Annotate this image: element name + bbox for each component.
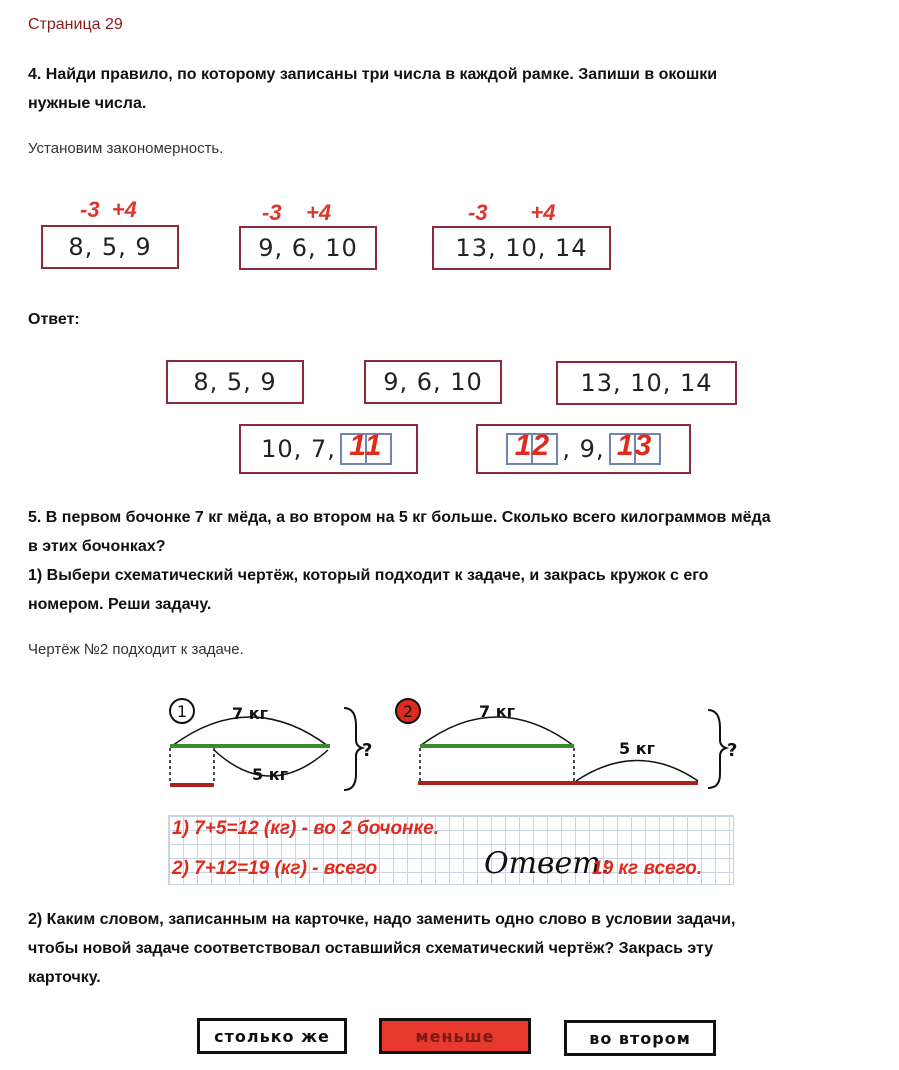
- answer-text: 19 кг всего.: [592, 858, 703, 879]
- diagram2-question: ?: [727, 740, 738, 761]
- example-frame-2: 9, 6, 10: [239, 226, 377, 270]
- solution-line2: 2) 7+12=19 (кг) - всего: [172, 858, 378, 879]
- answer-frame-3: 13, 10, 14: [556, 361, 737, 405]
- q2-line2: чтобы новой задаче соответствовал оставшийся схематический чертёж? Закрась эту: [28, 940, 714, 957]
- diagram1-brace: [344, 708, 362, 790]
- example-frame-3: 13, 10, 14: [432, 226, 611, 270]
- card-vo-vtorom[interactable]: во втором: [564, 1020, 716, 1056]
- diagram2-top-label: 7 кг: [479, 702, 515, 721]
- example-ops-3: -3 +4: [468, 200, 556, 225]
- diagram2-number: 2: [402, 702, 414, 721]
- task5-note: Чертёж №2 подходит к задаче.: [28, 641, 244, 658]
- diagrams: [150, 690, 770, 800]
- q2-line1: 2) Каким словом, записанным на карточке, надо заменить одно слово в условии задачи,: [28, 911, 736, 928]
- solution-line1: 1) 7+5=12 (кг) - во 2 бочонке.: [172, 818, 440, 839]
- frame4-fill: 11: [349, 429, 383, 462]
- task4-text-line1: 4. Найди правило, по которому записаны три числа в каждой рамке. Запиши в окошки: [28, 66, 718, 83]
- frame5-fill-1: 12: [514, 429, 551, 462]
- diagram2-top-arc: [420, 717, 574, 746]
- example-ops-2: -3 +4: [262, 200, 332, 225]
- answer-frame-1: 8, 5, 9: [166, 360, 304, 404]
- diagram2-brace: [708, 710, 726, 788]
- frame4-window: [340, 429, 392, 465]
- frame5-window-2: [609, 429, 661, 465]
- task4-text-line2: нужные числа.: [28, 95, 147, 112]
- frame5-mid: , 9,: [562, 435, 605, 463]
- diagram1-bottom-label: 5 кг: [252, 765, 288, 784]
- card-menshe-selected[interactable]: меньше: [379, 1018, 531, 1054]
- diagram2-right-arc: [576, 761, 698, 782]
- answer-frame-5: [476, 424, 691, 474]
- diagram1-number: 1: [176, 702, 188, 721]
- answer-word: Ответ:: [484, 846, 611, 881]
- q2-line3: карточку.: [28, 969, 101, 986]
- task5-line1: 5. В первом бочонке 7 кг мёда, а во втором на 5 кг больше. Сколько всего килограммов мёда: [28, 509, 771, 526]
- task4-hint: Установим закономерность.: [28, 140, 224, 157]
- example-frame-1: 8, 5, 9: [41, 225, 179, 269]
- answer-label: Ответ:: [28, 311, 80, 328]
- frame4-prefix: 10, 7,: [261, 435, 336, 463]
- example-ops-1: -3 +4: [80, 197, 137, 222]
- answer-frame-4: [239, 424, 418, 474]
- task5-line3: 1) Выбери схематический чертёж, который подходит к задаче, и закрась кружок с его: [28, 567, 709, 584]
- frame5-fill-2: 13: [616, 429, 653, 462]
- diagram-2: [396, 699, 737, 788]
- diagram1-question: ?: [362, 740, 373, 761]
- page-title: Страница 29: [28, 16, 123, 33]
- task5-line2: в этих бочонках?: [28, 538, 166, 555]
- card-stolko-zhe[interactable]: столько же: [197, 1018, 347, 1054]
- diagram1-top-label: 7 кг: [232, 704, 268, 723]
- task5-line4: номером. Реши задачу.: [28, 596, 212, 613]
- frame5-window-1: [506, 429, 558, 465]
- answer-frame-2: 9, 6, 10: [364, 360, 502, 404]
- diagram2-right-label: 5 кг: [619, 739, 655, 758]
- diagram-1: [170, 699, 372, 790]
